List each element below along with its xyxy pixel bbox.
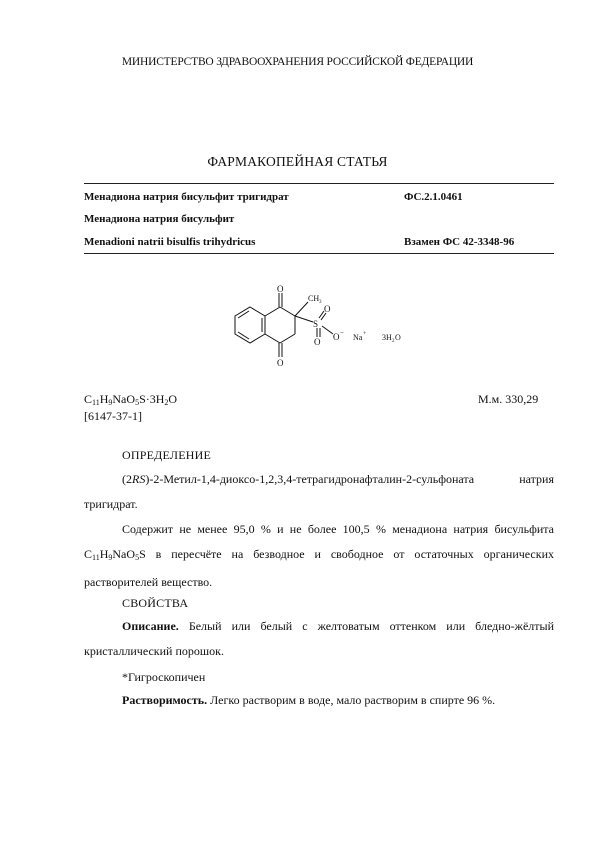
substance-name: Менадиона натрия бисульфит bbox=[84, 213, 235, 225]
minus-charge: − bbox=[340, 329, 344, 337]
bond bbox=[280, 307, 295, 316]
section-properties: СВОЙСТВА bbox=[122, 596, 189, 610]
benzene-ring bbox=[235, 307, 265, 343]
description-text: Описание. Белый или белый с желтоватым оттенком или бледно-жёлтый кристаллический порошок. bbox=[84, 619, 554, 658]
article-title: ФАРМАКОПЕЙНАЯ СТАТЬЯ bbox=[207, 154, 388, 169]
methyl-bond bbox=[295, 302, 308, 316]
solubility-text: Растворимость. Легко растворим в воде, мало растворим в спирте 96 %. bbox=[122, 693, 496, 707]
section-definition: ОПРЕДЕЛЕНИЕ bbox=[122, 448, 212, 462]
molecular-formula: $C_{11}H_9NaO_5S\cdot 3H_2O$ bbox=[84, 392, 178, 407]
carbonyl-oxygen-label: O bbox=[277, 284, 284, 294]
hygroscopic-note: *Гигроскопичен bbox=[122, 670, 206, 684]
carbonyl-oxygen-label: O bbox=[277, 358, 284, 368]
definition-text: (2RS)-2-Метил-1,4-диоксо-1,2,3,4-тетрагидронафталин-2-сульфоната натрия тригидрат. bbox=[84, 472, 554, 511]
ministry-title: МИНИСТЕРСТВО ЗДРАВООХРАНЕНИЯ РОССИЙСКОЙ ФЕДЕРАЦИИ bbox=[121, 56, 474, 68]
substance-name-latin: Menadioni natrii bisulfis trihydricus bbox=[84, 236, 256, 248]
water-label-sub: 2 bbox=[392, 339, 395, 344]
oxygen-label: O bbox=[314, 337, 321, 347]
bond bbox=[265, 334, 280, 343]
plus-charge: + bbox=[363, 331, 367, 337]
header-top-rule bbox=[84, 183, 554, 184]
water-label: 3H bbox=[382, 333, 392, 342]
aromatic-double-bond bbox=[238, 311, 249, 318]
substance-name-full: Менадиона натрия бисульфит тригидрат bbox=[84, 191, 289, 203]
water-label-o: O bbox=[395, 333, 401, 342]
methyl-label-sub: 3 bbox=[319, 300, 322, 305]
c-s-bond bbox=[295, 316, 313, 322]
bond bbox=[265, 307, 280, 316]
s-o-bond bbox=[322, 326, 333, 334]
structural-formula bbox=[220, 280, 420, 380]
methyl-label: CH bbox=[308, 294, 320, 303]
sulfur-label: S bbox=[313, 319, 319, 329]
molecular-weight: М.м. 330,29 bbox=[478, 392, 539, 406]
cas-number: [6147-37-1] bbox=[84, 409, 142, 423]
replaces-article: Взамен ФС 42-3348-96 bbox=[404, 236, 515, 248]
article-code: ФС.2.1.0461 bbox=[404, 191, 463, 203]
bond bbox=[280, 334, 295, 343]
oxygen-label: O bbox=[324, 304, 331, 314]
content-text: Содержит не менее 95,0 % и не более 100,5 % менадиона натрия бисульфита $C_{11}H_9NaO_5S$ в пересчёте на безводное и свободное от остаточных органических растворителей вещество. bbox=[84, 522, 554, 589]
header-bottom-rule bbox=[84, 253, 554, 254]
oxygen-anion-label: O bbox=[333, 332, 340, 342]
aromatic-double-bond bbox=[238, 332, 249, 339]
sodium-label: Na bbox=[353, 333, 363, 342]
